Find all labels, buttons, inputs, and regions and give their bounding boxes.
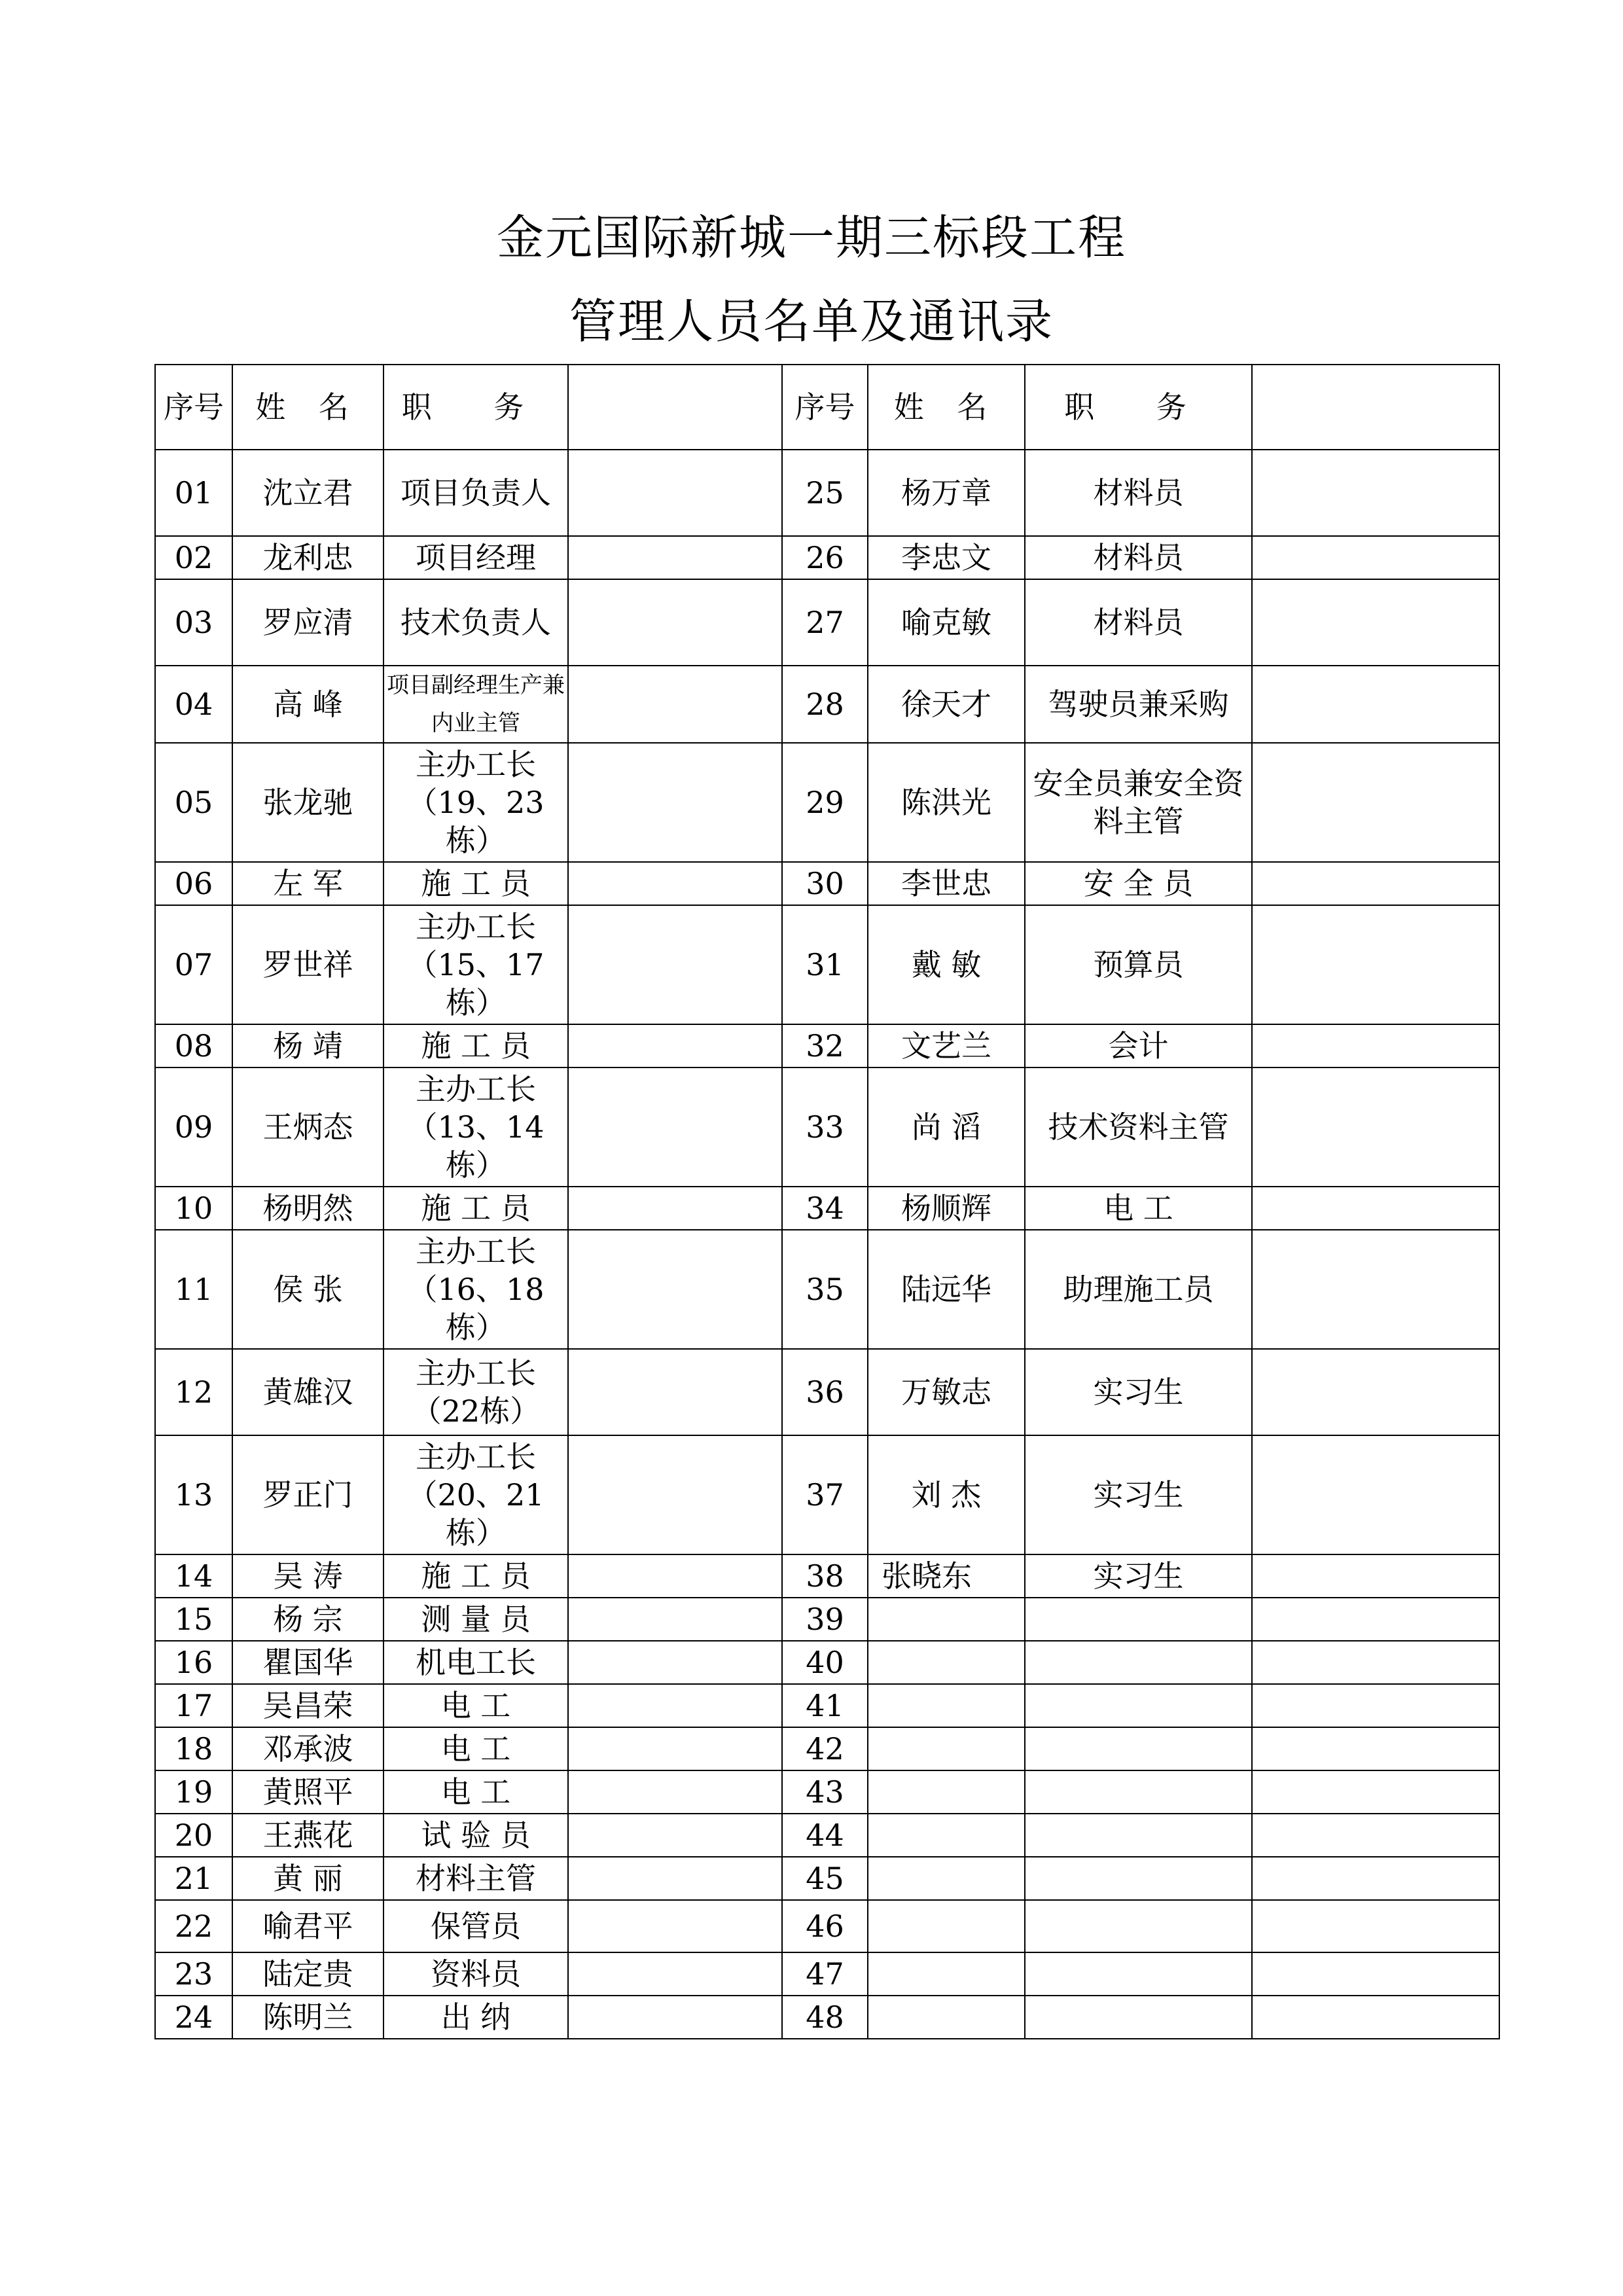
staff-name: 文艺兰 <box>868 1024 1025 1067</box>
header-seq-left: 序号 <box>155 365 232 450</box>
staff-name <box>868 1727 1025 1770</box>
row-number: 42 <box>782 1727 868 1770</box>
row-number: 07 <box>155 905 232 1024</box>
staff-position: 材料主管 <box>383 1857 568 1900</box>
blank-cell <box>568 579 782 666</box>
row-number: 30 <box>782 862 868 905</box>
staff-position <box>1025 1857 1252 1900</box>
blank-cell <box>568 450 782 536</box>
blank-cell <box>568 1727 782 1770</box>
row-number: 31 <box>782 905 868 1024</box>
staff-position: 材料员 <box>1025 579 1252 666</box>
staff-position: 材料员 <box>1025 536 1252 579</box>
staff-name <box>868 1857 1025 1900</box>
staff-name: 喻克敏 <box>868 579 1025 666</box>
blank-cell <box>568 1684 782 1727</box>
blank-cell <box>1252 1996 1499 2039</box>
row-number: 06 <box>155 862 232 905</box>
row-number: 01 <box>155 450 232 536</box>
table-row <box>155 1598 1499 1641</box>
table-row <box>155 1684 1499 1727</box>
table-row <box>155 450 1499 536</box>
staff-name: 王燕花 <box>232 1814 383 1857</box>
staff-name: 沈立君 <box>232 450 383 536</box>
staff-position: 主办工长（22栋） <box>383 1349 568 1435</box>
row-number: 02 <box>155 536 232 579</box>
staff-position: 机电工长 <box>383 1641 568 1684</box>
blank-cell <box>568 1857 782 1900</box>
row-number: 34 <box>782 1187 868 1230</box>
staff-position: 技术资料主管 <box>1025 1067 1252 1187</box>
blank-cell <box>1252 450 1499 536</box>
staff-name: 杨万章 <box>868 450 1025 536</box>
blank-cell <box>1252 1435 1499 1554</box>
staff-position: 施 工 员 <box>383 1554 568 1598</box>
blank-cell <box>1252 1770 1499 1814</box>
header-row <box>155 365 1499 450</box>
staff-name: 张晓东 <box>868 1554 1025 1598</box>
blank-cell <box>1252 1900 1499 1952</box>
staff-name: 黄 丽 <box>232 1857 383 1900</box>
blank-cell <box>1252 1349 1499 1435</box>
staff-name: 瞿国华 <box>232 1641 383 1684</box>
staff-name: 罗世祥 <box>232 905 383 1024</box>
staff-name: 杨顺辉 <box>868 1187 1025 1230</box>
staff-name: 吴 涛 <box>232 1554 383 1598</box>
header-position-right: 职 务 <box>1025 365 1252 450</box>
table-row <box>155 1067 1499 1187</box>
staff-name: 李世忠 <box>868 862 1025 905</box>
row-number: 11 <box>155 1230 232 1349</box>
staff-name: 喻君平 <box>232 1900 383 1952</box>
staff-position: 安全员兼安全资料主管 <box>1025 743 1252 862</box>
row-number: 03 <box>155 579 232 666</box>
row-number: 45 <box>782 1857 868 1900</box>
row-number: 21 <box>155 1857 232 1900</box>
staff-position: 实习生 <box>1025 1349 1252 1435</box>
table-row <box>155 743 1499 862</box>
staff-position <box>1025 1598 1252 1641</box>
header-name-left: 姓 名 <box>232 365 383 450</box>
blank-cell <box>1252 1814 1499 1857</box>
staff-name: 戴 敏 <box>868 905 1025 1024</box>
row-number: 25 <box>782 450 868 536</box>
staff-position: 主办工长（19、23栋） <box>383 743 568 862</box>
staff-name: 邓承波 <box>232 1727 383 1770</box>
blank-cell <box>1252 1554 1499 1598</box>
blank-cell <box>568 1024 782 1067</box>
blank-cell <box>568 1770 782 1814</box>
staff-position: 电 工 <box>1025 1187 1252 1230</box>
blank-cell <box>1252 666 1499 743</box>
staff-position: 施 工 员 <box>383 1024 568 1067</box>
blank-cell <box>568 743 782 862</box>
row-number: 37 <box>782 1435 868 1554</box>
staff-position: 施 工 员 <box>383 862 568 905</box>
staff-position: 实习生 <box>1025 1435 1252 1554</box>
staff-position: 资料员 <box>383 1952 568 1996</box>
table-row <box>155 1435 1499 1554</box>
row-number: 10 <box>155 1187 232 1230</box>
blank-cell <box>1252 1187 1499 1230</box>
table-row <box>155 905 1499 1024</box>
row-number: 24 <box>155 1996 232 2039</box>
row-number: 09 <box>155 1067 232 1187</box>
staff-position: 电 工 <box>383 1770 568 1814</box>
staff-position: 预算员 <box>1025 905 1252 1024</box>
blank-cell <box>1252 1024 1499 1067</box>
staff-position <box>1025 1900 1252 1952</box>
table-row <box>155 1996 1499 2039</box>
roster-table <box>154 364 1500 2039</box>
row-number: 46 <box>782 1900 868 1952</box>
staff-name <box>868 1641 1025 1684</box>
blank-cell <box>1252 536 1499 579</box>
row-number: 47 <box>782 1952 868 1996</box>
staff-name: 陈明兰 <box>232 1996 383 2039</box>
blank-cell <box>568 666 782 743</box>
staff-position <box>1025 1814 1252 1857</box>
staff-name: 李忠文 <box>868 536 1025 579</box>
row-number: 16 <box>155 1641 232 1684</box>
staff-name: 杨 靖 <box>232 1024 383 1067</box>
row-number: 14 <box>155 1554 232 1598</box>
table-row <box>155 1814 1499 1857</box>
staff-name <box>868 1996 1025 2039</box>
row-number: 38 <box>782 1554 868 1598</box>
row-number: 27 <box>782 579 868 666</box>
staff-position: 项目经理 <box>383 536 568 579</box>
staff-position: 保管员 <box>383 1900 568 1952</box>
staff-name <box>868 1770 1025 1814</box>
blank-cell <box>568 1952 782 1996</box>
staff-position: 电 工 <box>383 1684 568 1727</box>
table-row <box>155 1900 1499 1952</box>
staff-position <box>1025 1727 1252 1770</box>
row-number: 08 <box>155 1024 232 1067</box>
row-number: 29 <box>782 743 868 862</box>
blank-cell <box>568 536 782 579</box>
row-number: 44 <box>782 1814 868 1857</box>
staff-name: 陆定贵 <box>232 1952 383 1996</box>
staff-name: 刘 杰 <box>868 1435 1025 1554</box>
row-number: 23 <box>155 1952 232 1996</box>
staff-name: 龙利忠 <box>232 536 383 579</box>
blank-cell <box>568 1435 782 1554</box>
staff-position: 试 验 员 <box>383 1814 568 1857</box>
blank-cell <box>1252 579 1499 666</box>
row-number: 28 <box>782 666 868 743</box>
staff-position: 主办工长（15、17栋） <box>383 905 568 1024</box>
row-number: 15 <box>155 1598 232 1641</box>
blank-cell <box>1252 1598 1499 1641</box>
staff-name: 侯 张 <box>232 1230 383 1349</box>
staff-position: 实习生 <box>1025 1554 1252 1598</box>
document-title: 金元国际新城一期三标段工程 <box>496 210 1126 265</box>
staff-name: 陈洪光 <box>868 743 1025 862</box>
staff-position: 电 工 <box>383 1727 568 1770</box>
row-number: 05 <box>155 743 232 862</box>
row-number: 19 <box>155 1770 232 1814</box>
table-row <box>155 579 1499 666</box>
staff-position: 助理施工员 <box>1025 1230 1252 1349</box>
table-row <box>155 1349 1499 1435</box>
staff-name: 左 军 <box>232 862 383 905</box>
staff-name <box>868 1684 1025 1727</box>
blank-cell <box>568 1996 782 2039</box>
staff-name <box>868 1952 1025 1996</box>
staff-name <box>868 1598 1025 1641</box>
blank-cell <box>1252 1727 1499 1770</box>
staff-position <box>1025 1996 1252 2039</box>
staff-position: 项目负责人 <box>383 450 568 536</box>
header-name-right: 姓 名 <box>868 365 1025 450</box>
row-number: 40 <box>782 1641 868 1684</box>
blank-cell <box>1252 743 1499 862</box>
row-number: 32 <box>782 1024 868 1067</box>
header-blank-right <box>1252 365 1499 450</box>
row-number: 13 <box>155 1435 232 1554</box>
blank-cell <box>568 1900 782 1952</box>
row-number: 26 <box>782 536 868 579</box>
staff-position: 材料员 <box>1025 450 1252 536</box>
row-number: 43 <box>782 1770 868 1814</box>
row-number: 22 <box>155 1900 232 1952</box>
blank-cell <box>568 1230 782 1349</box>
staff-name: 罗应清 <box>232 579 383 666</box>
row-number: 20 <box>155 1814 232 1857</box>
row-number: 36 <box>782 1349 868 1435</box>
staff-position: 驾驶员兼采购 <box>1025 666 1252 743</box>
staff-name: 万敏志 <box>868 1349 1025 1435</box>
row-number: 35 <box>782 1230 868 1349</box>
blank-cell <box>1252 1230 1499 1349</box>
blank-cell <box>1252 1952 1499 1996</box>
blank-cell <box>1252 1857 1499 1900</box>
staff-position: 出 纳 <box>383 1996 568 2039</box>
header-seq-right: 序号 <box>782 365 868 450</box>
staff-name: 杨明然 <box>232 1187 383 1230</box>
table-row <box>155 1770 1499 1814</box>
staff-name <box>868 1900 1025 1952</box>
table-row <box>155 1187 1499 1230</box>
staff-position: 项目副经理生产兼内业主管 <box>383 666 568 743</box>
staff-name: 高 峰 <box>232 666 383 743</box>
blank-cell <box>568 1554 782 1598</box>
staff-name: 尚 滔 <box>868 1067 1025 1187</box>
blank-cell <box>1252 905 1499 1024</box>
blank-cell <box>568 905 782 1024</box>
staff-position <box>1025 1952 1252 1996</box>
table-row <box>155 1641 1499 1684</box>
blank-cell <box>568 1598 782 1641</box>
staff-name: 张龙驰 <box>232 743 383 862</box>
table-row <box>155 666 1499 743</box>
row-number: 17 <box>155 1684 232 1727</box>
staff-name: 黄雄汉 <box>232 1349 383 1435</box>
staff-position <box>1025 1770 1252 1814</box>
row-number: 39 <box>782 1598 868 1641</box>
blank-cell <box>568 1641 782 1684</box>
header-position-left: 职 务 <box>383 365 568 450</box>
row-number: 33 <box>782 1067 868 1187</box>
table-row <box>155 1230 1499 1349</box>
staff-position: 主办工长（20、21栋） <box>383 1435 568 1554</box>
table-row <box>155 1727 1499 1770</box>
row-number: 12 <box>155 1349 232 1435</box>
staff-name: 吴昌荣 <box>232 1684 383 1727</box>
blank-cell <box>568 1067 782 1187</box>
table-row <box>155 862 1499 905</box>
staff-position: 会计 <box>1025 1024 1252 1067</box>
row-number: 48 <box>782 1996 868 2039</box>
row-number: 41 <box>782 1684 868 1727</box>
staff-name: 黄照平 <box>232 1770 383 1814</box>
table-row <box>155 1024 1499 1067</box>
staff-name: 陆远华 <box>868 1230 1025 1349</box>
row-number: 04 <box>155 666 232 743</box>
staff-name <box>868 1814 1025 1857</box>
staff-position: 安 全 员 <box>1025 862 1252 905</box>
staff-position: 技术负责人 <box>383 579 568 666</box>
blank-cell <box>568 1349 782 1435</box>
staff-position: 测 量 员 <box>383 1598 568 1641</box>
blank-cell <box>1252 1641 1499 1684</box>
table-row <box>155 1952 1499 1996</box>
table-row <box>155 1554 1499 1598</box>
blank-cell <box>568 1187 782 1230</box>
blank-cell <box>1252 862 1499 905</box>
table-row <box>155 1857 1499 1900</box>
staff-name: 徐天才 <box>868 666 1025 743</box>
staff-position: 主办工长（16、18栋） <box>383 1230 568 1349</box>
staff-position: 主办工长（13、14栋） <box>383 1067 568 1187</box>
table-row <box>155 536 1499 579</box>
staff-name: 王炳态 <box>232 1067 383 1187</box>
blank-cell <box>568 1814 782 1857</box>
header-blank-left <box>568 365 782 450</box>
blank-cell <box>568 862 782 905</box>
staff-position: 施 工 员 <box>383 1187 568 1230</box>
row-number: 18 <box>155 1727 232 1770</box>
blank-cell <box>1252 1684 1499 1727</box>
staff-name: 罗正门 <box>232 1435 383 1554</box>
document-subtitle: 管理人员名单及通讯录 <box>569 294 1054 349</box>
staff-name: 杨 宗 <box>232 1598 383 1641</box>
staff-position <box>1025 1641 1252 1684</box>
staff-position <box>1025 1684 1252 1727</box>
blank-cell <box>1252 1067 1499 1187</box>
